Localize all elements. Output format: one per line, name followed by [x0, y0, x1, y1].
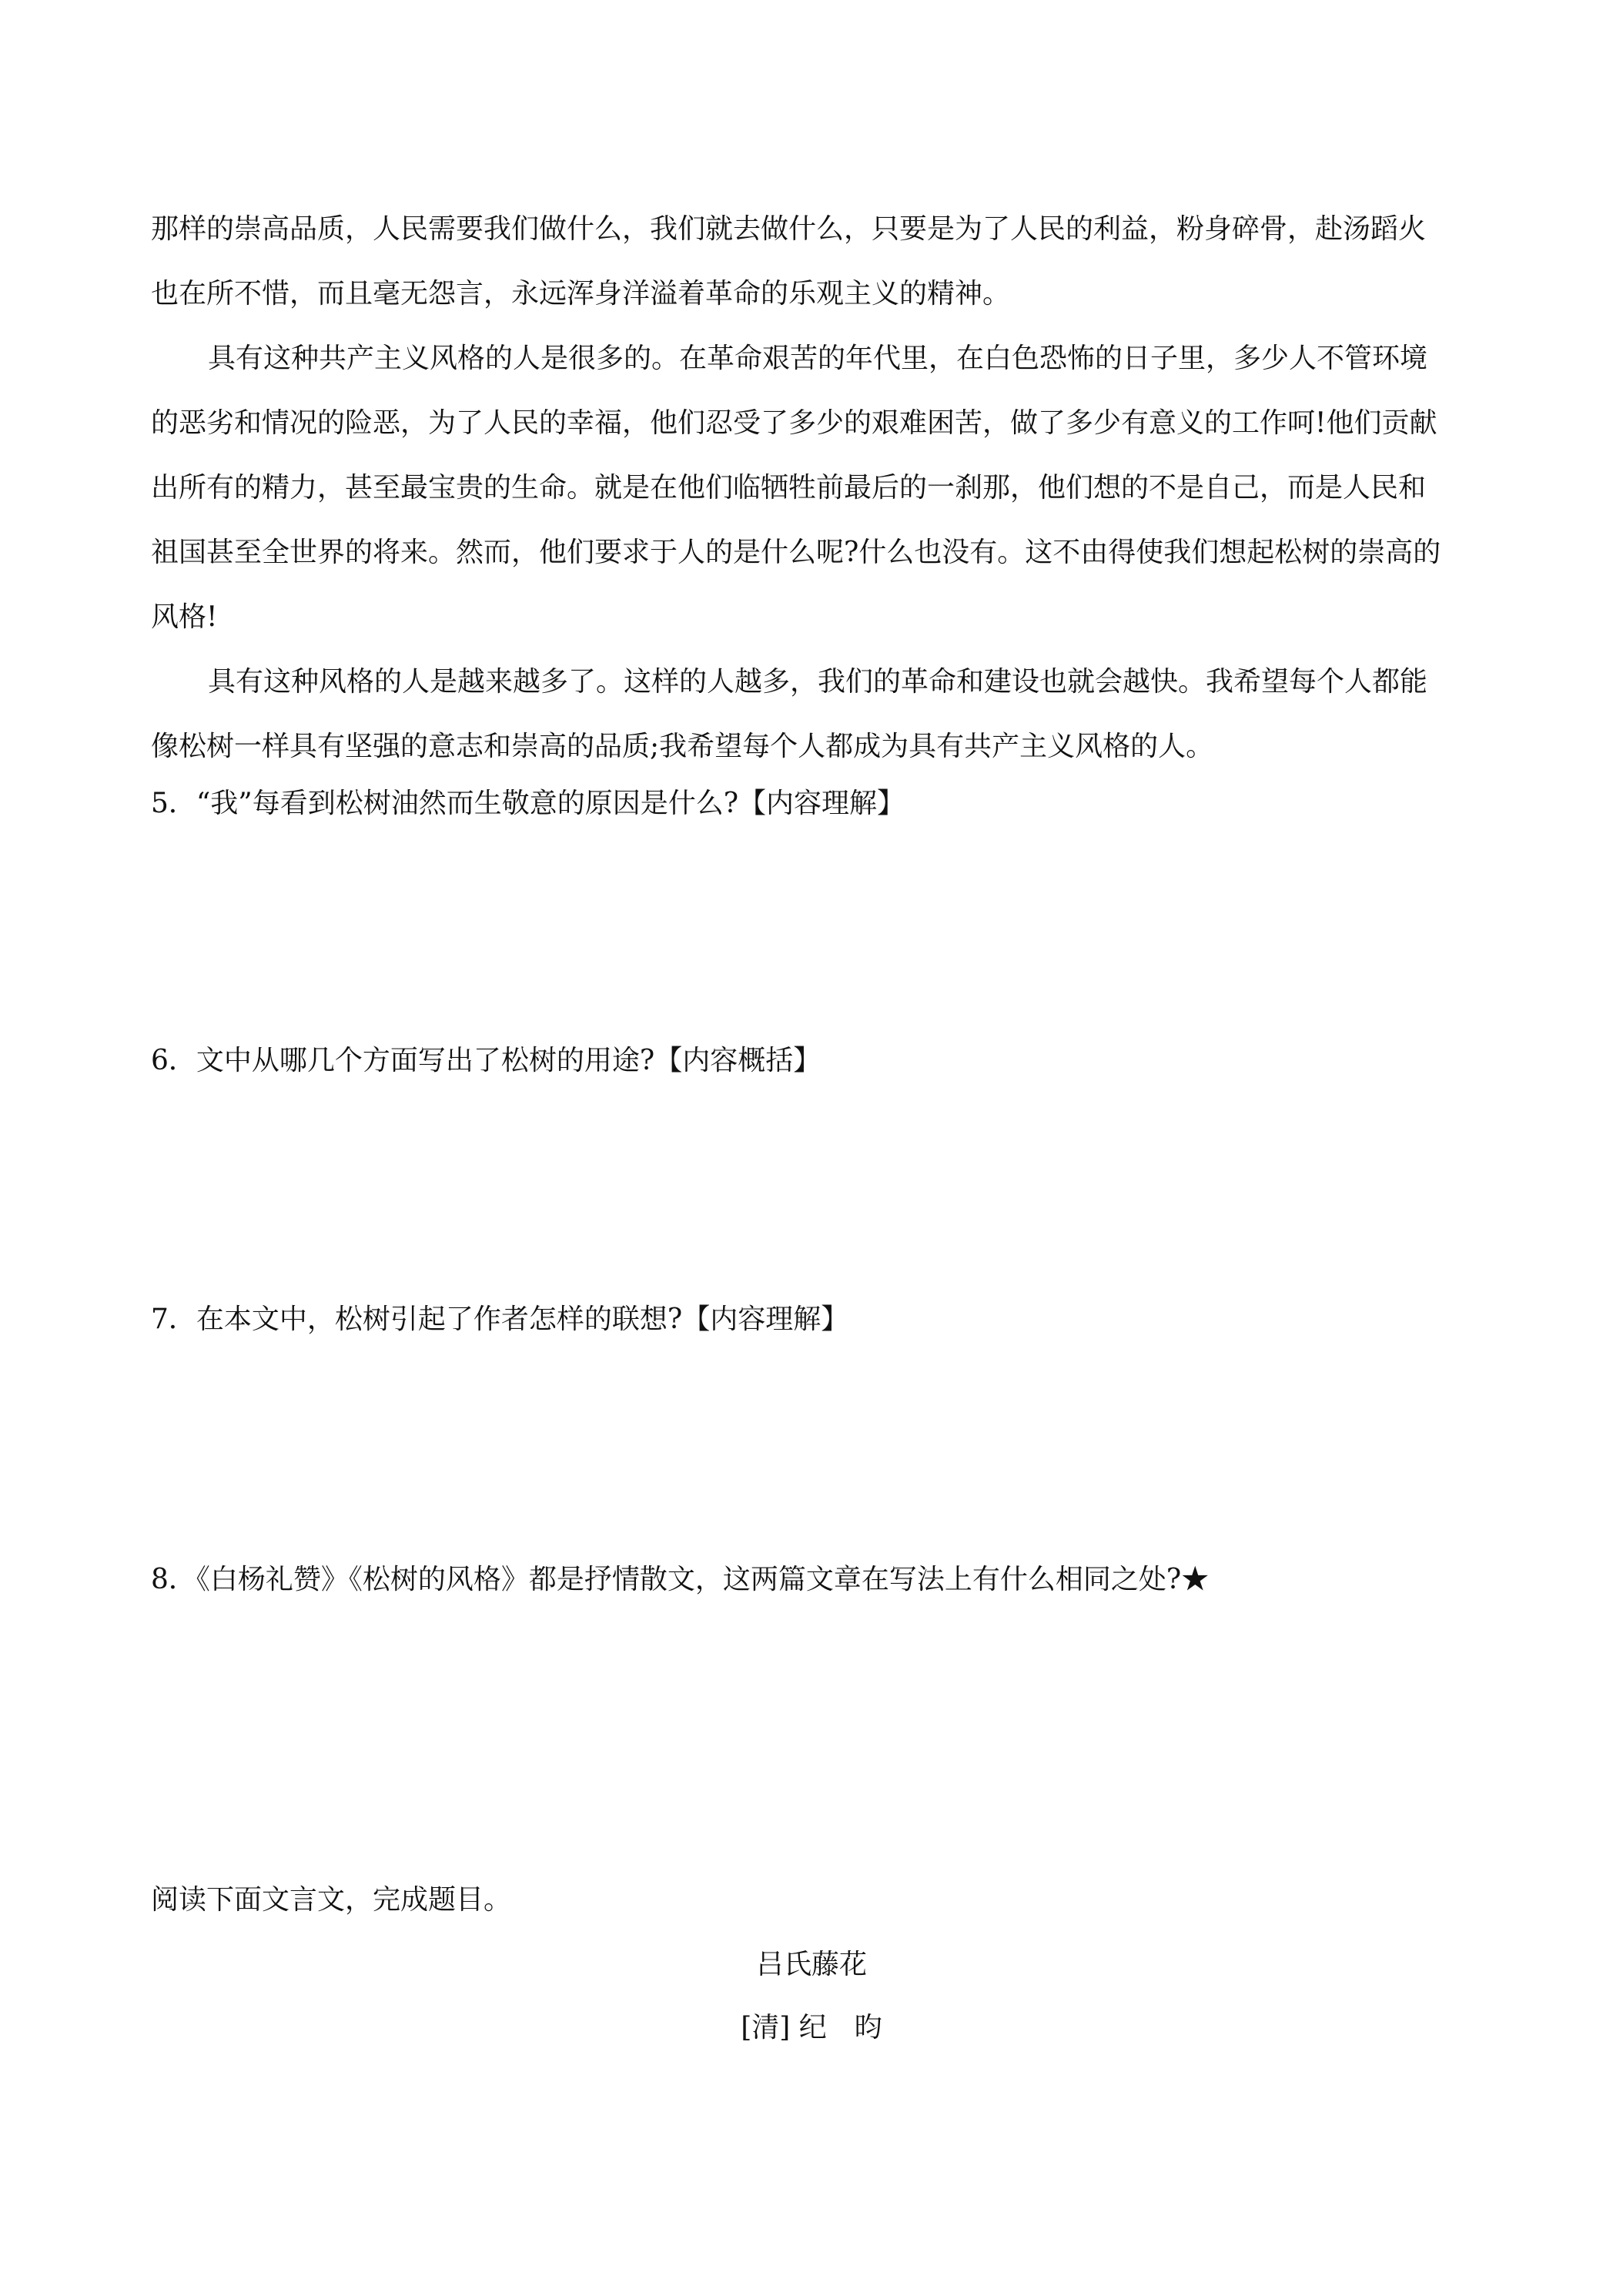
passage-line: 那样的崇高品质，人民需要我们做什么，我们就去做什么，只要是为了人民的利益，粉身碎骨，赴汤蹈火	[151, 213, 1427, 245]
passage-line: 风格!	[151, 601, 218, 633]
passage-line: 也在所不惜，而且毫无怨言，永远浑身洋溢着革命的乐观主义的精神。	[151, 278, 1011, 310]
question-7: 7．在本文中，松树引起了作者怎样的联想?【内容理解】	[151, 1304, 849, 1335]
passage-line: 像松树一样具有坚强的意志和崇高的品质;我希望每个人都成为具有共产主义风格的人。	[151, 731, 1214, 762]
passage-line: 具有这种风格的人是越来越多了。这样的人越多，我们的革命和建设也就会越快。我希望每个人都能	[208, 666, 1428, 698]
passage-line: 出所有的精力，甚至最宝贵的生命。就是在他们临牺牲前最后的一刹那，他们想的不是自己，而是人民和	[151, 472, 1427, 504]
classical-title: 吕氏藤花	[755, 1949, 867, 1980]
classical-author: [清] 纪 昀	[741, 2012, 882, 2043]
passage-line: 的恶劣和情况的险恶，为了人民的幸福，他们忍受了多少的艰难困苦，做了多少有意义的工作呵!他们贡献	[151, 407, 1437, 439]
question-5: 5．“我”每看到松树油然而生敬意的原因是什么?【内容理解】	[151, 788, 905, 819]
question-6: 6．文中从哪几个方面写出了松树的用途?【内容概括】	[151, 1045, 822, 1076]
reading-instruction: 阅读下面文言文，完成题目。	[151, 1884, 512, 1916]
question-8: 8．《白杨礼赞》《松树的风格》都是抒情散文，这两篇文章在写法上有什么相同之处?★	[151, 1564, 1210, 1595]
passage-line: 具有这种共产主义风格的人是很多的。在革命艰苦的年代里，在白色恐怖的日子里，多少人不管环境	[208, 343, 1428, 374]
passage-line: 祖国甚至全世界的将来。然而，他们要求于人的是什么呢?什么也没有。这不由得使我们想起松树的崇高的	[151, 537, 1441, 568]
